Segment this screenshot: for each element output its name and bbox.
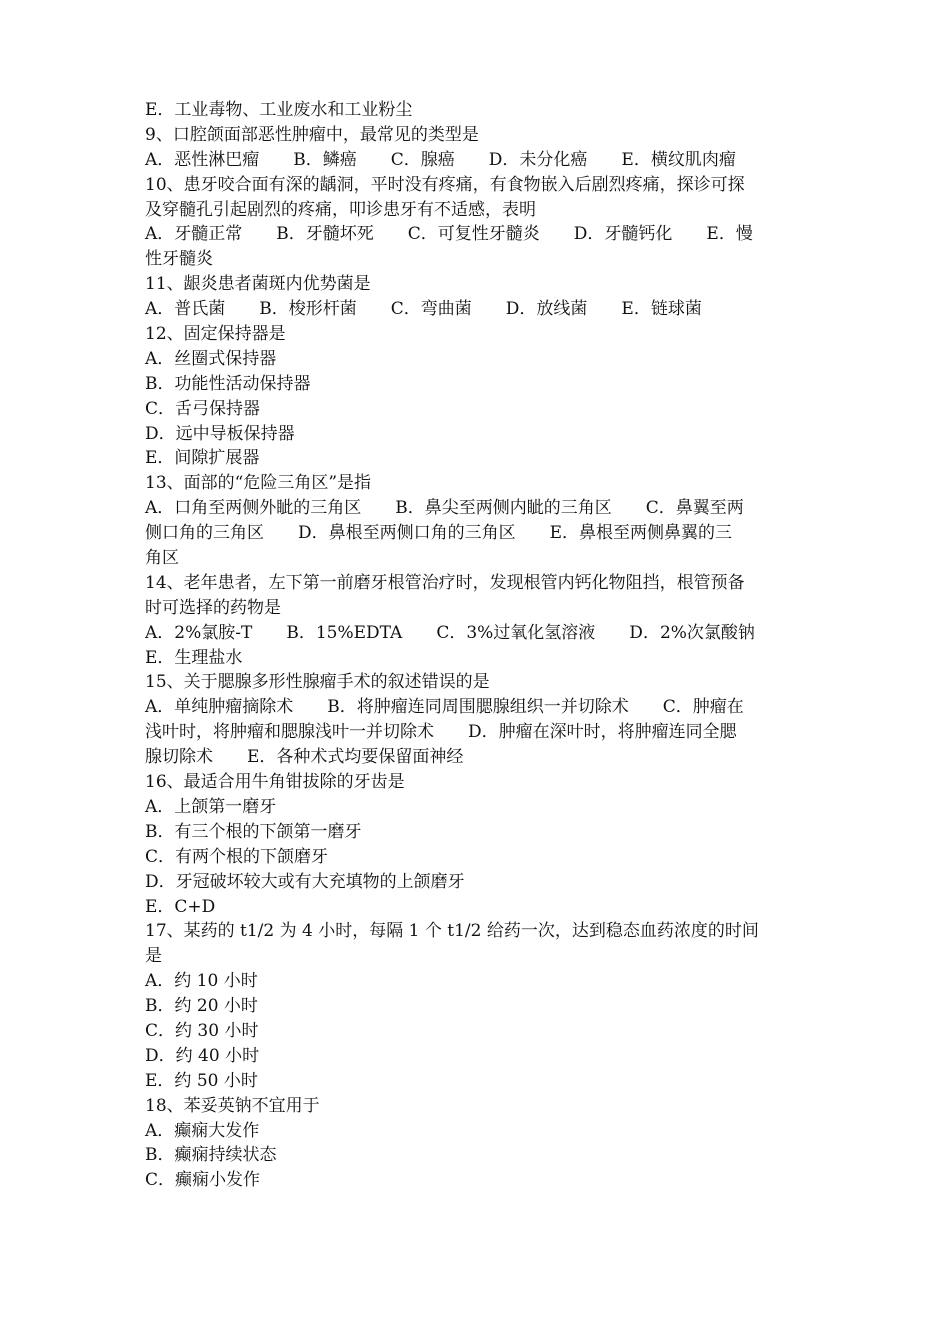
text-line: B．癫痫持续状态 <box>145 1145 277 1166</box>
text-line: D．牙冠破坏较大或有大充填物的上颌磨牙 <box>145 871 465 892</box>
text-line: C．有两个根的下颌磨牙 <box>145 846 329 867</box>
text-line: 17、某药的 t1/2 为 4 小时，每隔 1 个 t1/2 给药一次，达到稳态血药浓度的时间 <box>145 921 759 942</box>
text-line: A．癫痫大发作 <box>145 1120 260 1141</box>
text-line: 11、龈炎患者菌斑内优势菌是 <box>145 274 371 295</box>
text-line: A．牙髓正常 B．牙髓坏死 C．可复性牙髓炎 D．牙髓钙化 E．慢 <box>145 224 753 245</box>
text-line: 是 <box>145 946 162 967</box>
text-line: D．约 40 小时 <box>145 1045 260 1066</box>
text-line: B．功能性活动保持器 <box>145 373 311 394</box>
text-line: E．C+D <box>145 896 216 917</box>
text-line: 时可选择的药物是 <box>145 597 281 618</box>
text-line: A．普氏菌 B．梭形杆菌 C．弯曲菌 D．放线菌 E．链球菌 <box>145 299 702 320</box>
text-line: 15、关于腮腺多形性腺瘤手术的叙述错误的是 <box>145 672 490 693</box>
text-line: A．丝圈式保持器 <box>145 348 277 369</box>
text-line: E．约 50 小时 <box>145 1070 258 1091</box>
text-line: A．单纯肿瘤摘除术 B．将肿瘤连同周围腮腺组织一并切除术 C．肿瘤在 <box>145 697 744 718</box>
text-line: 13、面部的“危险三角区”是指 <box>145 473 372 494</box>
text-line: A．约 10 小时 <box>145 971 258 992</box>
text-line: D．远中导板保持器 <box>145 423 295 444</box>
text-line: A．上颌第一磨牙 <box>145 796 277 817</box>
text-line: E．工业毒物、工业废水和工业粉尘 <box>145 100 413 120</box>
text-line: 浅叶时，将肿瘤和腮腺浅叶一并切除术 D．肿瘤在深叶时，将肿瘤连同全腮 <box>145 722 737 743</box>
text-line: 角区 <box>145 548 179 569</box>
text-line: 及穿髓孔引起剧烈的疼痛，叩诊患牙有不适感，表明 <box>145 199 536 220</box>
text-line: 18、苯妥英钠不宜用于 <box>145 1095 320 1116</box>
text-line: B．约 20 小时 <box>145 996 258 1017</box>
text-line: C．约 30 小时 <box>145 1020 259 1041</box>
text-line: 腺切除术 E．各种术式均要保留面神经 <box>145 747 464 768</box>
text-line: C．癫痫小发作 <box>145 1170 261 1191</box>
text-line: 10、患牙咬合面有深的龋洞，平时没有疼痛，有食物嵌入后剧烈疼痛，探诊可探 <box>145 174 745 195</box>
text-line: B．有三个根的下颌第一磨牙 <box>145 821 362 842</box>
text-line: E．生理盐水 <box>145 647 243 668</box>
text-line: 9、口腔颌面部恶性肿瘤中，最常见的类型是 <box>145 124 479 145</box>
text-line: 侧口角的三角区 D．鼻根至两侧口角的三角区 E．鼻根至两侧鼻翼的三 <box>145 523 733 544</box>
text-line: A．2%氯胺-T B．15%EDTA C．3%过氧化氢溶液 D．2%次氯酸钠 <box>145 622 755 643</box>
question-text <box>145 98 815 1193</box>
text-line: A．恶性淋巴瘤 B．鳞癌 C．腺癌 D．未分化癌 E．横纹肌肉瘤 <box>145 149 736 170</box>
text-line: 性牙髓炎 <box>145 249 213 270</box>
text-line: 14、老年患者，左下第一前磨牙根管治疗时，发现根管内钙化物阻挡，根管预备 <box>145 572 745 593</box>
text-line: 12、固定保持器是 <box>145 324 286 345</box>
text-line: A．口角至两侧外眦的三角区 B．鼻尖至两侧内眦的三角区 C．鼻翼至两 <box>145 498 744 519</box>
text-line: C．舌弓保持器 <box>145 398 261 419</box>
text-line: 16、最适合用牛角钳拔除的牙齿是 <box>145 772 405 793</box>
text-line: E．间隙扩展器 <box>145 448 260 469</box>
